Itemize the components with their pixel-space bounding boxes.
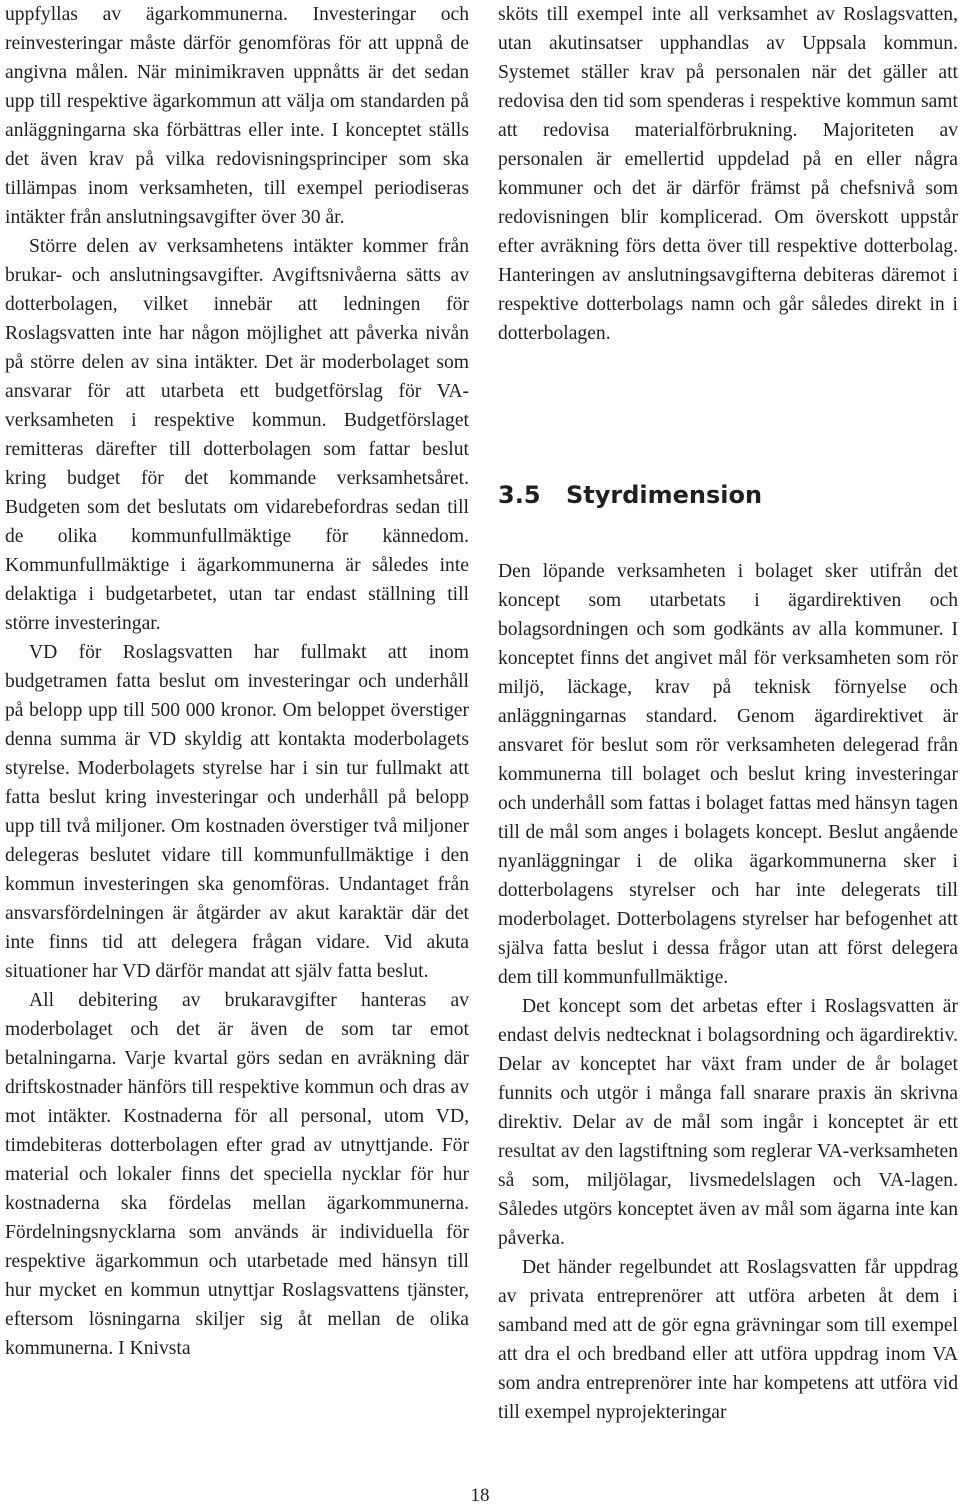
paragraph: Den löpande verksamheten i bolaget sker utifrån det koncept som utarbetats i ägardirektiven och bolagsordningen och som godkänts av alla kommuner. I konceptet finns det angivet mål för verksamheten som rör miljö, läckage, krav på teknisk förnyelse och anläggningarnas standard. Genom ägardirektivet är ansvaret för beslut som rör verksamheten delegerad från kommunerna till bolaget och beslut kring investeringar och underhåll som fattas i bolaget fattas med hänsyn tagen till de mål som anges i bolagets koncept. Beslut angående nyanläggningar i de olika ägarkommunerna sker i dotterbolagens styrelser och har inte delegerats till moderbolaget. Dotterbolagens styrelser har befogenhet att själva fatta beslut i dessa frågor utan att först delegera dem till kommunfullmäktige. [498, 561, 958, 988]
paragraph: Det händer regelbundet att Roslagsvatten får uppdrag av privata entreprenörer att utföra arbeten åt dem i samband med att de gör egna grävningar som till exempel att dra el och bredband eller att utföra uppdrag inom VA som andra entreprenörer inte har kompetens att utföra vid till exempel nyprojekteringar [498, 1257, 958, 1423]
paragraph: Större delen av verksamhetens intäkter kommer från brukar- och anslutningsavgifter. Avgiftsnivåerna sätts av dotterbolagen, vilket innebär att ledningen för Roslagsvatten inte har någon möjlighet att påverka nivån på större delen av sina intäkter. Det är moderbolaget som ansvarar för att utarbeta ett budgetförslag för VA-verksamheten i respektive kommun. Budgetförslaget remitteras därefter till dotterbolagen som fattar beslut kring budget för det kommande verksamhetsåret. Budgeten som det beslutats om vidarebefordras sedan till de olika kommunfullmäktige för kännedom. Kommunfullmäktige i ägarkommunerna är således inte delaktiga i budgetarbetet, utan tar endast ställning till större investeringar. [5, 236, 469, 634]
right-text-column-bottom [498, 557, 958, 1427]
paragraph: VD för Roslagsvatten har fullmakt att inom budgetramen fatta beslut om investeringar och underhåll på belopp upp till 500 000 kronor. Om beloppet överstiger denna summa är VD skyldig att kontakta moderbolagets styrelse. Moderbolagets styrelse har i sin tur fullmakt att fatta beslut kring investeringar och underhåll på belopp upp till två miljoner. Om kostnaden överstiger två miljoner delegeras beslutet vidare till kommunfullmäktige i den kommun investeringen ska genomföras. Undantaget från ansvarsfördelningen är åtgärder av akut karaktär där det inte finns tid att delegera frågan vidare. Vid akuta situationer har VD därför mandat att själv fatta beslut. [5, 642, 469, 982]
right-text-column-top [498, 0, 958, 348]
paragraph: All debitering av brukaravgifter hanteras av moderbolaget och det är även de som tar emot betalningarna. Varje kvartal görs sedan en avräkning där driftskostnader hänförs till respektive kommun och dras av mot intäkter. Kostnaderna för all personal, utom VD, timdebiteras dotterbolagen efter grad av utnyttjande. För material och lokaler finns det speciella nycklar för hur kostnaderna ska fördelas mellan ägarkommunerna. Fördelningsnycklarna som används är individuella för respektive ägarkommun och utarbetade med hänsyn till hur mycket en kommun utnyttjar Roslagsvattens tjänster, eftersom lösningarna skiljer sig åt mellan de olika kommunerna. I Knivsta [5, 990, 469, 1359]
left-text-column [5, 0, 469, 1363]
page-number: 18 [470, 1485, 490, 1506]
section-number: 3.5 [498, 481, 541, 509]
section-title: Styrdimension [566, 481, 763, 509]
section-heading [498, 478, 762, 512]
paragraph: sköts till exempel inte all verksamhet av Roslagsvatten, utan akutinsatser upphandlas av Uppsala kommun. Systemet ställer krav på personalen när det gäller att redovisa den tid som spenderas i respektive kommun samt att redovisa materialförbrukning. Majoriteten av personalen är emellertid uppdelad på en eller några kommuner och det är därför främst på chefsnivå som redovisningen blir komplicerad. Om överskott uppstår efter avräkning förs detta över till respektive dotterbolag. Hanteringen av anslutningsavgifterna debiteras däremot i respektive dotterbolags namn och går således direkt in i dotterbolagen. [498, 4, 958, 344]
paragraph: uppfyllas av ägarkommunerna. Investeringar och reinvesteringar måste därför genomföras för att uppnå de angivna målen. När minimikraven uppnåtts är det sedan upp till respektive ägarkommun att välja om standarden på anläggningarna ska förbättras eller inte. I konceptet ställs det även krav på vilka redovisningsprinciper som ska tillämpas inom verksamheten, till exempel periodiseras intäkter från anslutningsavgifter över 30 år. [5, 4, 469, 228]
paragraph: Det koncept som det arbetas efter i Roslagsvatten är endast delvis nedtecknat i bolagsordning och ägardirektiv. Delar av konceptet har växt fram under de år bolaget funnits och utgör i många fall snarare praxis än skrivna direktiv. Delar av de mål som ingår i konceptet är ett resultat av den lagstiftning som reglerar VA-verksamheten så som, miljölagar, livsmedelslagen och VA-lagen. Således utgörs konceptet även av mål som ägarna inte kan påverka. [498, 996, 958, 1249]
